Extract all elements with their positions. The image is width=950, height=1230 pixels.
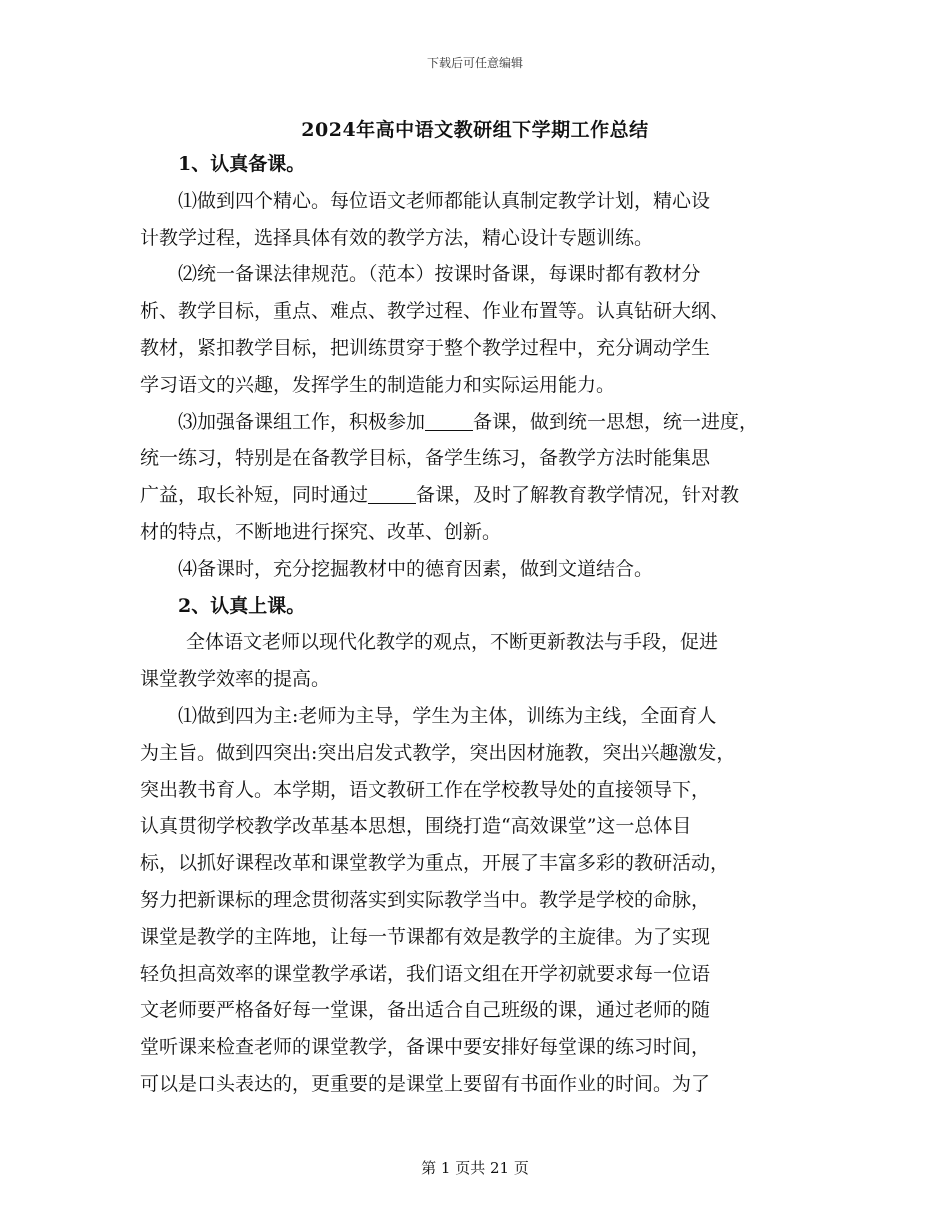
section-heading-2: 2、认真上课。 [178, 594, 306, 617]
document-title: 2024年高中语文教研组下学期工作总结 [301, 119, 649, 141]
paragraph-line: 课堂教学效率的提高。 [140, 668, 331, 691]
page-number: 第 1 页共 21 页 [421, 1159, 529, 1177]
paragraph-line: ⑷备课时，充分挖掘教材中的德育因素，做到文道结合。 [178, 557, 654, 580]
paragraph-line: ⑵统一备课法律规范。（范本）按课时备课，每课时都有教材分 [178, 263, 701, 286]
paragraph-line: 文老师要严格备好每一堂课，备出适合自己班级的课，通过老师的随 [140, 999, 711, 1022]
document-body [140, 146, 840, 1103]
paragraph-line: 教材，紧扣教学目标，把训练贯穿于整个教学过程中，充分调动学生 [140, 336, 711, 359]
fill-blank [425, 408, 473, 431]
text-segment: ⑶加强备课组工作，积极参加 [178, 410, 426, 433]
fill-blank [368, 481, 416, 504]
paragraph-line: 材的特点，不断地进行探究、改革、创新。 [140, 520, 502, 543]
header-note: 下载后可任意编辑 [426, 56, 523, 70]
paragraph-line: 标，以抓好课程改革和课堂教学为重点，开展了丰富多彩的教研活动， [140, 852, 730, 875]
paragraph-line: 努力把新课标的理念贯彻落实到实际教学当中。教学是学校的命脉， [140, 888, 711, 911]
paragraph-line: 认真贯彻学校教学改革基本思想，围绕打造“高效课堂”这一总体目 [140, 815, 692, 838]
paragraph-line: 堂听课来检查老师的课堂教学，备课中要安排好每堂课的练习时间， [140, 1036, 711, 1059]
text-segment: 备课，及时了解教育教学情况，针对教 [416, 484, 740, 507]
paragraph-line: 可以是口头表达的，更重要的是课堂上要留有书面作业的时间。为了 [140, 1072, 711, 1095]
paragraph-line [140, 404, 840, 441]
paragraph-line: 课堂是教学的主阵地，让每一节课都有效是教学的主旋律。为了实现 [140, 925, 711, 948]
paragraph-line [140, 477, 840, 514]
text-segment: 广益，取长补短，同时通过 [140, 484, 369, 507]
paragraph-line: 学习语文的兴趣，发挥学生的制造能力和实际运用能力。 [140, 373, 616, 396]
text-segment: 备课，做到统一思想，统一进度， [473, 410, 759, 433]
paragraph-line: ⑴做到四个精心。每位语文老师都能认真制定教学计划，精心设 [178, 189, 711, 212]
paragraph-line: 突出教书育人。本学期，语文教研工作在学校教导处的直接领导下， [140, 778, 711, 801]
paragraph-line: 轻负担高效率的课堂教学承诺，我们语文组在开学初就要求每一位语 [140, 962, 711, 985]
paragraph-line: ⑴做到四为主:老师为主导，学生为主体，训练为主线，全面育人 [178, 704, 717, 727]
paragraph-line: 为主旨。做到四突出:突出启发式教学，突出因材施教，突出兴趣激发， [140, 741, 736, 764]
paragraph-line: 计教学过程，选择具体有效的教学方法，精心设计专题训练。 [140, 226, 654, 249]
paragraph-line: 析、教学目标，重点、难点、教学过程、作业布置等。认真钻研大纲、 [140, 300, 730, 323]
section-heading-1: 1、认真备课。 [178, 153, 306, 175]
paragraph-line: 统一练习，特别是在备教学目标，备学生练习，备教学方法时能集思 [140, 447, 711, 470]
paragraph-line: 全体语文老师以现代化教学的观点，不断更新教法与手段，促进 [186, 631, 719, 654]
